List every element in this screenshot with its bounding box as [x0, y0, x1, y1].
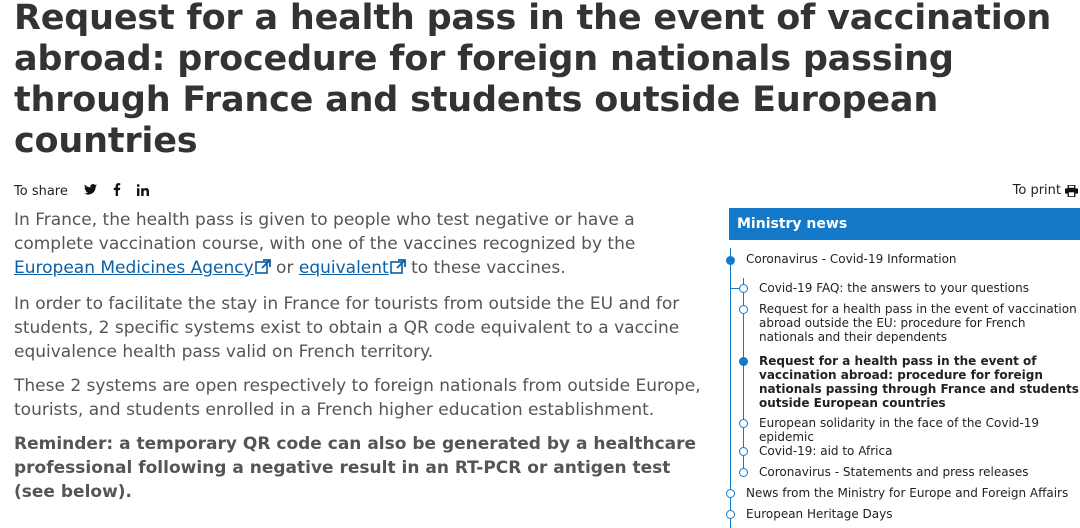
sidebar-item-label: Coronavirus - Covid-19 Information: [746, 252, 957, 266]
sidebar-item-covid-info[interactable]: [729, 248, 1080, 269]
intro-text-b: or: [270, 258, 299, 278]
sidebar-item-french-nationals[interactable]: [729, 302, 1080, 350]
tree-node-dot: [726, 510, 735, 519]
tree-node-dot: [726, 489, 735, 498]
sidebar-heading: Ministry news: [729, 208, 1080, 240]
sidebar-item-statements[interactable]: [729, 465, 1080, 486]
equivalent-link-text: equivalent: [298, 258, 389, 278]
share-label: To share: [14, 184, 68, 199]
ema-link-text: European Medicines Agency: [14, 258, 254, 278]
sidebar-item-european-solidarity[interactable]: [729, 416, 1080, 444]
sidebar-item-foreign-nationals[interactable]: [729, 354, 1080, 416]
article-body: [14, 208, 714, 514]
intro-text-a: In France, the health pass is given to people who test negative or have a complete vaccination course, with one of the vaccines recognized by the: [14, 210, 636, 254]
twitter-icon[interactable]: [82, 184, 100, 199]
eligibility-paragraph: These 2 systems are open respectively to foreign nationals from outside Europe, tourists, and students enrolled in a French higher education establishment.: [14, 376, 701, 420]
printer-icon: [1065, 185, 1078, 197]
external-link-icon: [255, 258, 271, 282]
tree-node-dot: [739, 284, 748, 293]
sidebar-item-label: Coronavirus - Statements and press releases: [759, 465, 1029, 479]
sidebar-item-label: Covid-19: aid to Africa: [759, 444, 893, 458]
tree-node-dot: [739, 447, 748, 456]
ema-link[interactable]: [14, 258, 271, 278]
sidebar-item-label: News from the Ministry for Europe and Foreign Affairs: [746, 486, 1069, 500]
share-bar: [14, 183, 160, 200]
intro-paragraph: [14, 208, 714, 282]
sidebar-item-heritage-days[interactable]: [729, 507, 1080, 528]
tree-node-dot: [739, 468, 748, 477]
tree-node-dot: [726, 256, 735, 265]
sidebar-item-faq[interactable]: [729, 281, 1080, 302]
page-title: Request for a health pass in the event of vaccination abroad: procedure for foreign nationals passing through France and students outside European countries: [14, 0, 1052, 161]
sidebar-item-label: European Heritage Days: [746, 507, 893, 521]
sidebar-item-africa-aid[interactable]: [729, 444, 1080, 465]
tree-node-dot: [739, 419, 748, 428]
intro-text-c: to these vaccines.: [405, 258, 566, 278]
linkedin-icon[interactable]: [134, 184, 152, 200]
tree-node-dot: [739, 357, 748, 366]
sidebar-item-label: Request for a health pass in the event of vaccination abroad: procedure for foreign nationals passing through France and students outside European countries: [759, 354, 1079, 410]
ministry-news-sidebar: [729, 208, 1080, 528]
print-link[interactable]: [1013, 183, 1078, 198]
systems-paragraph: In order to facilitate the stay in France for tourists from outside the EU and for students, 2 specific systems exist to obtain a QR code equivalent to a vaccine equivalence health pass valid on French territory.: [14, 294, 680, 362]
tree-node-dot: [739, 305, 748, 314]
sidebar-item-label: European solidarity in the face of the Covid-19 epidemic: [759, 416, 1039, 444]
facebook-icon[interactable]: [108, 183, 126, 200]
sidebar-tree: [729, 248, 1080, 528]
external-link-icon: [390, 258, 406, 282]
reminder-paragraph: Reminder: a temporary QR code can also be generated by a healthcare professional following a negative result in an RT-PCR or antigen test (see below).: [14, 434, 697, 502]
print-label: To print: [1012, 183, 1061, 198]
equivalent-link[interactable]: [299, 258, 406, 278]
sidebar-item-label: Request for a health pass in the event of vaccination abroad outside the EU: procedure for French nationals and their dependents: [759, 302, 1077, 344]
sidebar-item-ministry-news[interactable]: [729, 486, 1080, 507]
sidebar-item-label: Covid-19 FAQ: the answers to your questions: [759, 281, 1029, 295]
